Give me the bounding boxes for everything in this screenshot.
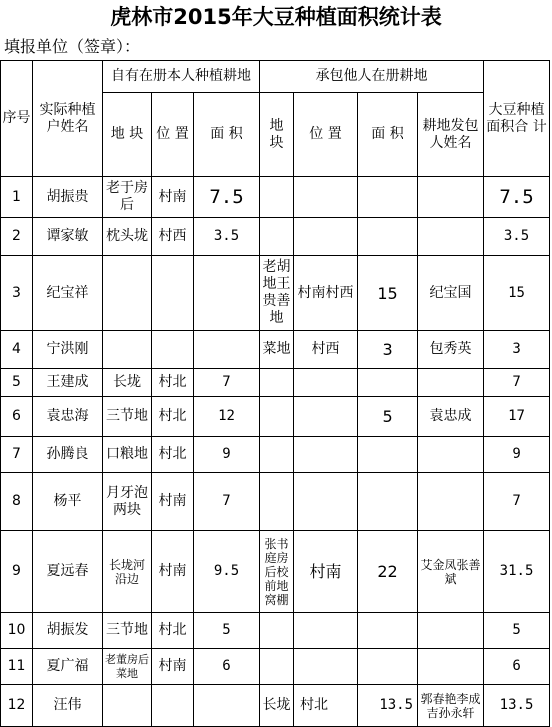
cell-contract-plot: 菜地 (260, 331, 294, 369)
cell-own-area (194, 256, 260, 331)
cell-contract-owner (418, 649, 484, 685)
cell-own-plot: 枕头垅 (103, 218, 152, 256)
table-row (1, 218, 550, 256)
table-row (1, 473, 550, 531)
cell-contract-owner: 郭春艳李成吉孙永轩 (418, 685, 484, 727)
table-row (1, 177, 550, 218)
header-contract-area: 面 积 (358, 93, 418, 177)
cell-contract-plot (260, 473, 294, 531)
header-total-area: 大豆种植面积合 计 (484, 61, 550, 177)
cell-own-location: 村北 (152, 397, 194, 437)
cell-own-area: 7 (194, 369, 260, 397)
table-row (1, 369, 550, 397)
cell-total: 5 (484, 613, 550, 649)
cell-total: 17 (484, 397, 550, 437)
cell-seq: 3 (1, 256, 33, 331)
header-own-location: 位 置 (152, 93, 194, 177)
cell-contract-plot (260, 649, 294, 685)
cell-contract-location (294, 397, 358, 437)
cell-contract-location (294, 218, 358, 256)
table-row (1, 437, 550, 473)
cell-total: 7.5 (484, 177, 550, 218)
cell-seq: 5 (1, 369, 33, 397)
cell-own-location: 村西 (152, 218, 194, 256)
cell-contract-area (358, 613, 418, 649)
cell-own-plot (103, 331, 152, 369)
cell-contract-area: 15 (358, 256, 418, 331)
table-row (1, 685, 550, 727)
cell-seq: 8 (1, 473, 33, 531)
cell-own-location: 村北 (152, 437, 194, 473)
cell-seq: 1 (1, 177, 33, 218)
cell-contract-plot (260, 397, 294, 437)
cell-own-area: 7 (194, 473, 260, 531)
cell-contract-location (294, 437, 358, 473)
cell-own-location (152, 331, 194, 369)
cell-contract-area: 3 (358, 331, 418, 369)
cell-name: 胡振发 (33, 613, 103, 649)
cell-contract-owner: 袁忠成 (418, 397, 484, 437)
header-contract-location: 位 置 (294, 93, 358, 177)
header-grower-name: 实际种植户姓名 (33, 61, 103, 177)
cell-contract-area (358, 473, 418, 531)
cell-contract-plot: 老胡地王贵善地 (260, 256, 294, 331)
cell-contract-owner (418, 177, 484, 218)
cell-contract-owner: 艾金凤张善斌 (418, 531, 484, 613)
cell-contract-area (358, 177, 418, 218)
cell-contract-owner (418, 473, 484, 531)
cell-contract-location: 村南村西 (294, 256, 358, 331)
cell-name: 谭家敏 (33, 218, 103, 256)
cell-contract-area (358, 437, 418, 473)
cell-contract-location (294, 369, 358, 397)
cell-own-plot: 三节地 (103, 397, 152, 437)
cell-seq: 11 (1, 649, 33, 685)
cell-contract-area (358, 369, 418, 397)
cell-own-plot: 长垅 (103, 369, 152, 397)
cell-own-location: 村南 (152, 473, 194, 531)
cell-contract-owner (418, 437, 484, 473)
cell-seq: 6 (1, 397, 33, 437)
table-row (1, 649, 550, 685)
cell-seq: 2 (1, 218, 33, 256)
cell-total: 9 (484, 437, 550, 473)
cell-own-plot: 老于房后 (103, 177, 152, 218)
cell-contract-area (358, 218, 418, 256)
header-own-land-group: 自有在册本人种植耕地 (103, 61, 260, 93)
cell-own-area: 12 (194, 397, 260, 437)
cell-contract-owner: 包秀英 (418, 331, 484, 369)
cell-own-area: 9.5 (194, 531, 260, 613)
cell-name: 王建成 (33, 369, 103, 397)
cell-total: 3 (484, 331, 550, 369)
cell-own-plot (103, 685, 152, 727)
cell-own-location: 村南 (152, 649, 194, 685)
header-seq: 序号 (1, 61, 33, 177)
cell-own-plot: 长垅河沿边 (103, 531, 152, 613)
cell-total: 6 (484, 649, 550, 685)
cell-name: 杨平 (33, 473, 103, 531)
cell-contract-location: 村西 (294, 331, 358, 369)
cell-name: 孙腾良 (33, 437, 103, 473)
cell-total: 15 (484, 256, 550, 331)
table-row (1, 531, 550, 613)
cell-contract-area: 5 (358, 397, 418, 437)
cell-seq: 7 (1, 437, 33, 473)
cell-contract-owner (418, 369, 484, 397)
header-contract-plot: 地 块 (260, 93, 294, 177)
cell-contract-plot (260, 613, 294, 649)
header-contract-land-group: 承包他人在册耕地 (260, 61, 484, 93)
table-row (1, 256, 550, 331)
cell-own-location (152, 256, 194, 331)
cell-seq: 9 (1, 531, 33, 613)
cell-contract-plot (260, 369, 294, 397)
cell-seq: 12 (1, 685, 33, 727)
cell-contract-location (294, 473, 358, 531)
cell-total: 31.5 (484, 531, 550, 613)
cell-name: 纪宝祥 (33, 256, 103, 331)
cell-own-area (194, 685, 260, 727)
cell-own-location: 村南 (152, 531, 194, 613)
cell-name: 胡振贵 (33, 177, 103, 218)
table-row (1, 397, 550, 437)
cell-own-area (194, 331, 260, 369)
table-row (1, 331, 550, 369)
cell-own-location (152, 685, 194, 727)
cell-contract-location: 村北 (294, 685, 358, 727)
header-contract-owner: 耕地发包人姓名 (418, 93, 484, 177)
cell-contract-area: 22 (358, 531, 418, 613)
cell-contract-location (294, 177, 358, 218)
cell-own-area: 3.5 (194, 218, 260, 256)
header-own-plot: 地 块 (103, 93, 152, 177)
cell-contract-area (358, 649, 418, 685)
cell-own-location: 村北 (152, 369, 194, 397)
cell-contract-area: 13.5 (358, 685, 418, 727)
cell-own-plot: 口粮地 (103, 437, 152, 473)
cell-own-plot (103, 256, 152, 331)
cell-contract-plot: 张书庭房后校前地窝棚 (260, 531, 294, 613)
cell-total: 13.5 (484, 685, 550, 727)
cell-own-plot: 月牙泡两块 (103, 473, 152, 531)
cell-own-location: 村北 (152, 613, 194, 649)
cell-own-area: 5 (194, 613, 260, 649)
cell-total: 7 (484, 473, 550, 531)
cell-total: 3.5 (484, 218, 550, 256)
cell-name: 夏远春 (33, 531, 103, 613)
header-own-area: 面 积 (194, 93, 260, 177)
cell-own-area: 6 (194, 649, 260, 685)
cell-contract-location (294, 613, 358, 649)
cell-name: 袁忠海 (33, 397, 103, 437)
sheet-title: 虎林市2015年大豆种植面积统计表 (110, 5, 442, 29)
cell-own-plot: 三节地 (103, 613, 152, 649)
cell-contract-location: 村南 (294, 531, 358, 613)
cell-own-area: 9 (194, 437, 260, 473)
cell-contract-plot (260, 218, 294, 256)
cell-total: 7 (484, 369, 550, 397)
cell-name: 夏广福 (33, 649, 103, 685)
reporting-unit-label: 填报单位（签章）： (4, 37, 141, 56)
table-row (1, 613, 550, 649)
cell-seq: 4 (1, 331, 33, 369)
cell-contract-plot: 长垅 (260, 685, 294, 727)
cell-contract-owner (418, 218, 484, 256)
cell-seq: 10 (1, 613, 33, 649)
cell-own-area: 7.5 (194, 177, 260, 218)
cell-own-plot: 老董房后菜地 (103, 649, 152, 685)
soybean-area-table (0, 60, 550, 727)
cell-contract-owner (418, 613, 484, 649)
cell-name: 宁洪刚 (33, 331, 103, 369)
cell-contract-plot (260, 437, 294, 473)
cell-contract-owner: 纪宝国 (418, 256, 484, 331)
cell-contract-location (294, 649, 358, 685)
cell-own-location: 村南 (152, 177, 194, 218)
cell-contract-plot (260, 177, 294, 218)
cell-name: 汪伟 (33, 685, 103, 727)
